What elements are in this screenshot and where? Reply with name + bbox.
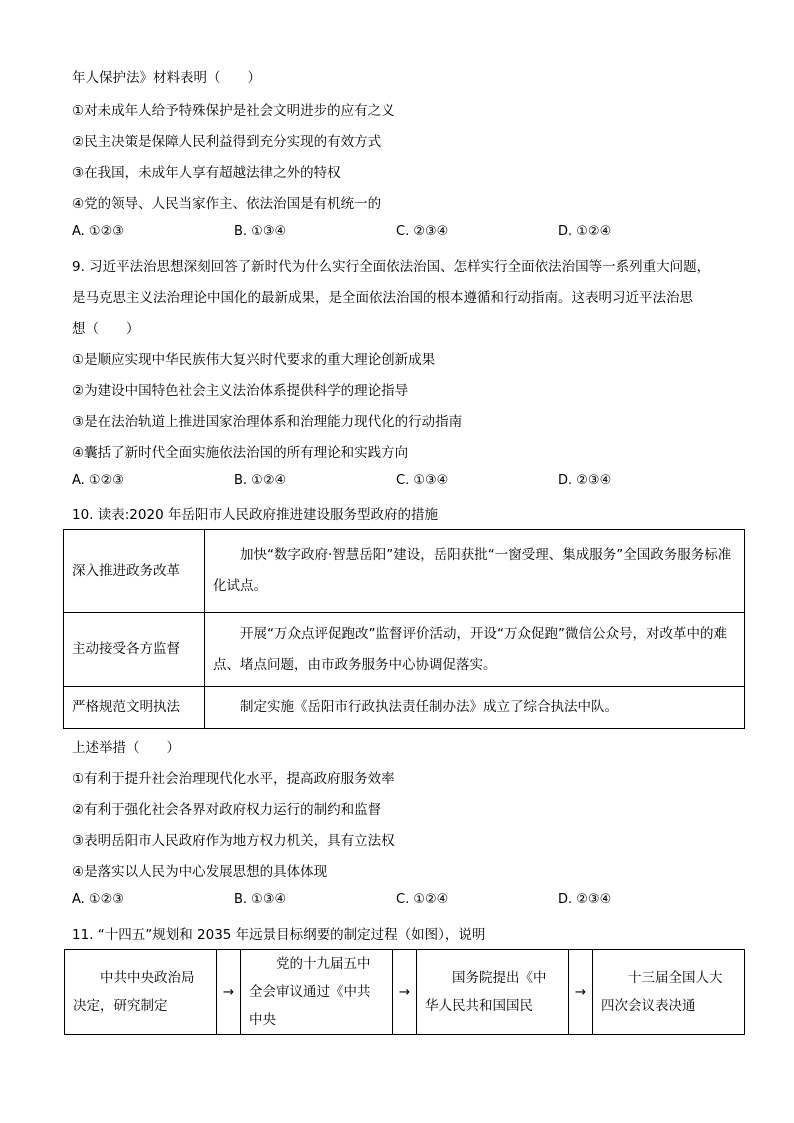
q8-item-1: ①对未成年人给予特殊保护是社会文明进步的应有之义	[72, 103, 395, 119]
q8-stem-tail: 年人保护法》材料表明（ ）	[72, 70, 261, 86]
q10-item-4: ④是落实以人民为中心发展思想的具体体现	[72, 864, 328, 880]
q9-option-c: C. ①③④	[396, 473, 449, 488]
arrow-right-icon: →	[216, 950, 240, 1035]
q10-item-3: ③表明岳阳市人民政府作为地方权力机关，具有立法权	[72, 833, 395, 849]
q8-option-d: D. ①②④	[558, 224, 612, 239]
flow-step-1: 中共中央政治局决定，研究制定	[65, 950, 217, 1035]
q8-item-2: ②民主决策是保障人民利益得到充分实现的有效方式	[72, 134, 382, 150]
q9-option-a: A. ①②③	[72, 473, 124, 488]
q9-stem-line-1: 9. 习近平法治思想深刻回答了新时代为什么实行全面依法治国、怎样实行全面依法治国等一系列重大问题，	[72, 259, 711, 275]
q8-option-a: A. ①②③	[72, 224, 124, 239]
content-cell: 开展“万众点评促跑改”监督评价活动，开设“万众促跑”微信公众号，对改革中的难点、堵点问题，由市政务服务中心协调促落实。	[205, 613, 745, 687]
flow-step-2: 党的十九届五中全会审议通过《中共中央	[241, 950, 393, 1035]
q9-item-3: ③是在法治轨道上推进国家治理体系和治理能力现代化的行动指南	[72, 414, 463, 430]
q9-item-4: ④囊括了新时代全面实施依法治国的所有理论和实践方向	[72, 445, 409, 461]
q10-option-a: A. ①②③	[72, 892, 124, 907]
q9-option-d: D. ②③④	[558, 473, 612, 488]
measure-cell: 深入推进政务改革	[64, 530, 205, 613]
q10-options	[72, 892, 712, 912]
q10-measures-table	[63, 529, 745, 729]
measure-cell: 主动接受各方监督	[64, 613, 205, 687]
q8-options	[72, 224, 712, 244]
q8-option-b: B. ①③④	[234, 224, 287, 239]
q9-options	[72, 473, 712, 493]
q9-item-1: ①是顺应实现中华民族伟大复兴时代要求的重大理论创新成果	[72, 352, 436, 368]
q10-option-d: D. ②③④	[558, 892, 612, 907]
table-row	[64, 687, 745, 729]
content-cell: 制定实施《岳阳市行政执法责任制办法》成立了综合执法中队。	[205, 687, 745, 729]
q9-stem-line-3: 想（ ）	[72, 321, 140, 337]
arrow-right-icon: →	[568, 950, 592, 1035]
flow-row	[65, 950, 745, 1035]
q9-item-2: ②为建设中国特色社会主义法治体系提供科学的理论指导	[72, 383, 409, 399]
arrow-right-icon: →	[392, 950, 416, 1035]
q11-stem: 11. “十四五”规划和 2035 年远景目标纲要的制定过程（如图），说明	[72, 927, 486, 943]
flow-step-3: 国务院提出《中华人民共和国国民	[417, 950, 569, 1035]
q10-prompt: 上述举措（ ）	[72, 740, 180, 756]
q9-option-b: B. ①②④	[234, 473, 287, 488]
measure-cell: 严格规范文明执法	[64, 687, 205, 729]
q11-flowchart	[64, 949, 745, 1035]
q8-item-3: ③在我国，未成年人享有超越法律之外的特权	[72, 165, 341, 181]
q8-option-c: C. ②③④	[396, 224, 449, 239]
q10-item-1: ①有利于提升社会治理现代化水平，提高政府服务效率	[72, 771, 395, 787]
flow-step-4: 十三届全国人大四次会议表决通	[593, 950, 745, 1035]
q9-stem-line-2: 是马克思主义法治理论中国化的最新成果，是全面依法治国的根本遵循和行动指南。这表明习近平法治思	[72, 290, 693, 306]
content-cell: 加快“数字政府·智慧岳阳”建设，岳阳获批“一窗受理、集成服务”全国政务服务标准化试点。	[205, 530, 745, 613]
q10-option-c: C. ①②④	[396, 892, 449, 907]
q10-stem: 10. 读表:2020 年岳阳市人民政府推进建设服务型政府的措施	[72, 507, 438, 523]
q10-item-2: ②有利于强化社会各界对政府权力运行的制约和监督	[72, 802, 382, 818]
q10-option-b: B. ①③④	[234, 892, 287, 907]
q8-item-4: ④党的领导、人民当家作主、依法治国是有机统一的	[72, 196, 382, 212]
table-row	[64, 613, 745, 687]
table-row	[64, 530, 745, 613]
